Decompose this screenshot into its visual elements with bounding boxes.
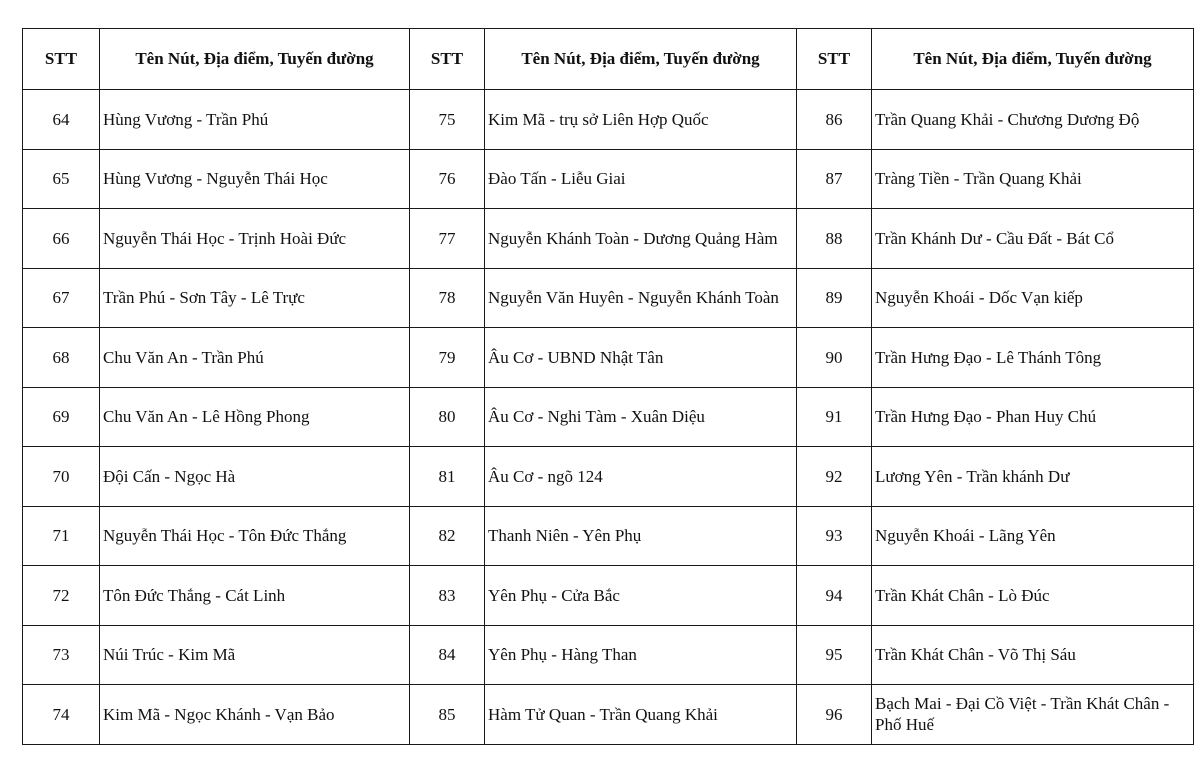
location-cell: Hùng Vương - Nguyễn Thái Học (100, 149, 410, 209)
stt-cell: 68 (23, 328, 100, 388)
location-cell: Hàm Tử Quan - Trần Quang Khải (485, 685, 797, 745)
location-cell: Trần Khánh Dư - Cầu Đất - Bát Cổ (872, 209, 1194, 269)
stt-cell: 84 (410, 625, 485, 685)
stt-cell: 65 (23, 149, 100, 209)
location-cell: Chu Văn An - Lê Hồng Phong (100, 387, 410, 447)
stt-cell: 82 (410, 506, 485, 566)
stt-cell: 71 (23, 506, 100, 566)
stt-cell: 73 (23, 625, 100, 685)
location-cell: Trần Khát Chân - Lò Đúc (872, 566, 1194, 626)
location-cell: Trần Quang Khải - Chương Dương Độ (872, 90, 1194, 150)
location-cell: Âu Cơ - UBND Nhật Tân (485, 328, 797, 388)
stt-cell: 83 (410, 566, 485, 626)
stt-cell: 92 (797, 447, 872, 507)
stt-cell: 75 (410, 90, 485, 150)
location-cell: Kim Mã - Ngọc Khánh - Vạn Bảo (100, 685, 410, 745)
location-cell: Nguyễn Thái Học - Tôn Đức Thắng (100, 506, 410, 566)
location-cell: Tôn Đức Thắng - Cát Linh (100, 566, 410, 626)
stt-cell: 77 (410, 209, 485, 269)
header-stt-2: STT (410, 29, 485, 90)
table-row (23, 387, 1194, 447)
location-cell: Trần Khát Chân - Võ Thị Sáu (872, 625, 1194, 685)
location-cell: Nguyễn Khoái - Dốc Vạn kiếp (872, 268, 1194, 328)
stt-cell: 96 (797, 685, 872, 745)
location-cell: Trần Hưng Đạo - Lê Thánh Tông (872, 328, 1194, 388)
table-row (23, 149, 1194, 209)
stt-cell: 79 (410, 328, 485, 388)
stt-cell: 93 (797, 506, 872, 566)
stt-cell: 66 (23, 209, 100, 269)
table-row (23, 685, 1194, 745)
stt-cell: 80 (410, 387, 485, 447)
header-stt-3: STT (797, 29, 872, 90)
location-cell: Bạch Mai - Đại Cồ Việt - Trần Khát Chân - Phố Huế (872, 685, 1194, 745)
location-cell: Nguyễn Văn Huyên - Nguyễn Khánh Toàn (485, 268, 797, 328)
stt-cell: 87 (797, 149, 872, 209)
location-cell: Âu Cơ - ngõ 124 (485, 447, 797, 507)
stt-cell: 88 (797, 209, 872, 269)
stt-cell: 90 (797, 328, 872, 388)
stt-cell: 81 (410, 447, 485, 507)
location-cell: Trần Hưng Đạo - Phan Huy Chú (872, 387, 1194, 447)
header-stt-1: STT (23, 29, 100, 90)
header-name-1: Tên Nút, Địa điểm, Tuyến đường (100, 29, 410, 90)
location-cell: Nguyễn Thái Học - Trịnh Hoài Đức (100, 209, 410, 269)
stt-cell: 95 (797, 625, 872, 685)
location-cell: Thanh Niên - Yên Phụ (485, 506, 797, 566)
location-cell: Nguyễn Khánh Toàn - Dương Quảng Hàm (485, 209, 797, 269)
location-cell: Yên Phụ - Cửa Bắc (485, 566, 797, 626)
table-row (23, 447, 1194, 507)
stt-cell: 89 (797, 268, 872, 328)
location-cell: Nguyễn Khoái - Lãng Yên (872, 506, 1194, 566)
header-name-2: Tên Nút, Địa điểm, Tuyến đường (485, 29, 797, 90)
stt-cell: 76 (410, 149, 485, 209)
location-cell: Hùng Vương - Trần Phú (100, 90, 410, 150)
table-row (23, 506, 1194, 566)
stt-cell: 72 (23, 566, 100, 626)
stt-cell: 69 (23, 387, 100, 447)
table-row (23, 90, 1194, 150)
stt-cell: 70 (23, 447, 100, 507)
header-row (23, 29, 1194, 90)
header-name-3: Tên Nút, Địa điểm, Tuyến đường (872, 29, 1194, 90)
location-cell: Yên Phụ - Hàng Than (485, 625, 797, 685)
location-cell: Chu Văn An - Trần Phú (100, 328, 410, 388)
stt-cell: 91 (797, 387, 872, 447)
intersection-table (22, 28, 1194, 745)
table-row (23, 209, 1194, 269)
location-cell: Trần Phú - Sơn Tây - Lê Trực (100, 268, 410, 328)
location-cell: Đào Tấn - Liễu Giai (485, 149, 797, 209)
stt-cell: 74 (23, 685, 100, 745)
location-cell: Đội Cấn - Ngọc Hà (100, 447, 410, 507)
location-cell: Âu Cơ - Nghi Tàm - Xuân Diệu (485, 387, 797, 447)
stt-cell: 94 (797, 566, 872, 626)
table-row (23, 268, 1194, 328)
document-page (22, 28, 1193, 745)
location-cell: Tràng Tiền - Trần Quang Khải (872, 149, 1194, 209)
table-row (23, 566, 1194, 626)
stt-cell: 67 (23, 268, 100, 328)
location-cell: Kim Mã - trụ sở Liên Hợp Quốc (485, 90, 797, 150)
stt-cell: 85 (410, 685, 485, 745)
table-row (23, 625, 1194, 685)
stt-cell: 78 (410, 268, 485, 328)
location-cell: Núi Trúc - Kim Mã (100, 625, 410, 685)
table-row (23, 328, 1194, 388)
location-cell: Lương Yên - Trần khánh Dư (872, 447, 1194, 507)
stt-cell: 86 (797, 90, 872, 150)
stt-cell: 64 (23, 90, 100, 150)
